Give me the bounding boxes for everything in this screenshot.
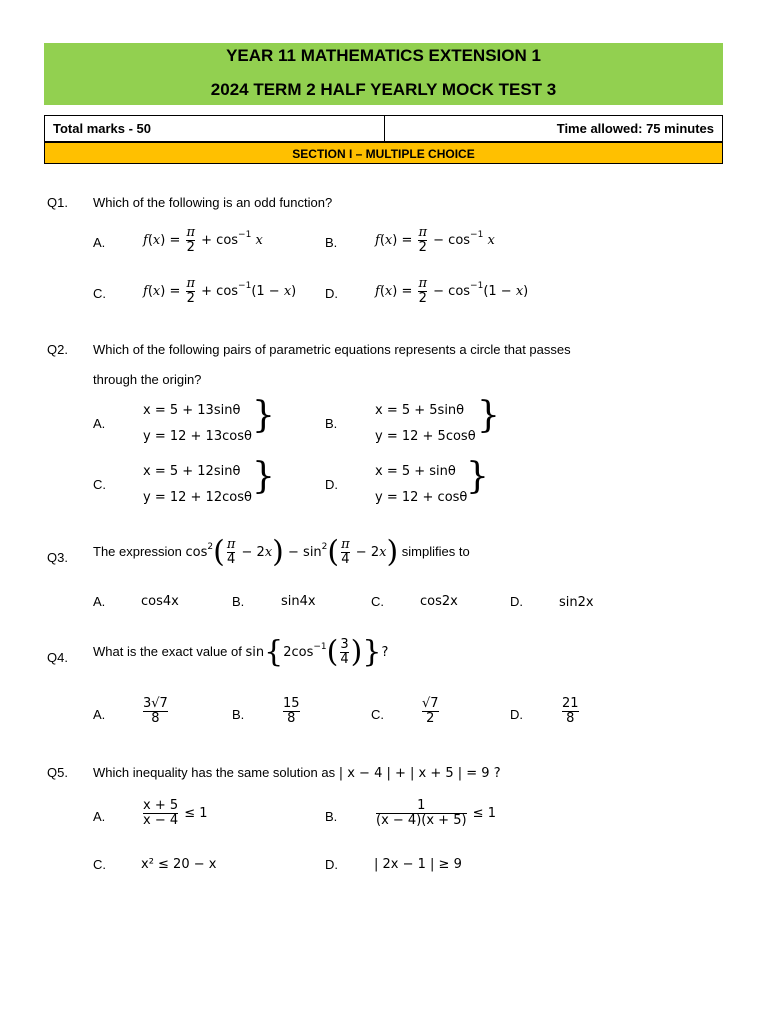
option-y-equation: y = 12 + 13cosθ bbox=[143, 429, 252, 444]
option-label: D. bbox=[510, 594, 523, 609]
question-number: Q4. bbox=[47, 650, 68, 665]
option-label: A. bbox=[93, 235, 106, 250]
option-label: C. bbox=[371, 594, 384, 609]
info-divider bbox=[384, 116, 385, 141]
exam-title: YEAR 11 MATHEMATICS EXTENSION 1 bbox=[226, 46, 541, 65]
option-label: D. bbox=[325, 477, 338, 492]
option-expression: f(x) = $\frac{\pi}{2}$ − $\cos^{-1}(1 - x)$ bbox=[375, 276, 529, 306]
fraction-denominator: 8 bbox=[283, 711, 300, 726]
question-text: The expression $\cos^2$( $\frac{\pi}{4}$ − $2x) - \sin^2$( $\frac{\pi}{4}$ − 2x) simplifies to bbox=[93, 534, 470, 570]
question-text-before: The expression bbox=[93, 544, 182, 559]
option-y-equation: y = 12 + cosθ bbox=[375, 490, 468, 505]
option-label: D. bbox=[325, 286, 338, 301]
option-expression: cos4x bbox=[141, 594, 179, 609]
right-brace-icon: } bbox=[466, 456, 489, 497]
option-fraction bbox=[281, 697, 302, 726]
option-label: D. bbox=[510, 707, 523, 722]
inequality-rhs: ≤ 1 bbox=[472, 806, 496, 821]
option-label: C. bbox=[93, 286, 106, 301]
option-label: C. bbox=[93, 857, 106, 872]
option-x-equation: x = 5 + 13sinθ bbox=[143, 403, 241, 418]
option-expression: x² ≤ 20 − x bbox=[141, 857, 217, 872]
option-label: C. bbox=[93, 477, 106, 492]
question-number: Q1. bbox=[47, 195, 68, 210]
question-expression: | x − 4 | + | x + 5 | = 9 ? bbox=[338, 766, 501, 781]
question-text-continued: through the origin? bbox=[93, 372, 202, 387]
question-text: Which of the following pairs of parametric equations represents a circle that passes bbox=[93, 342, 571, 357]
option-x-equation: x = 5 + 12sinθ bbox=[143, 464, 241, 479]
option-expression: f(x) = $\frac{\pi}{2}$ + $\cos^{-1}(1 - x)$ bbox=[143, 276, 297, 306]
option-x-equation: x = 5 + 5sinθ bbox=[375, 403, 465, 418]
question-text-before: Which inequality has the same solution as bbox=[93, 765, 336, 780]
option-label: A. bbox=[93, 707, 106, 722]
fraction-numerator: √7 bbox=[422, 696, 439, 711]
option-fraction bbox=[560, 697, 581, 726]
option-y-equation: y = 12 + 12cosθ bbox=[143, 490, 252, 505]
right-brace-icon: } bbox=[252, 395, 275, 436]
fraction-numerator: 21 bbox=[562, 696, 579, 711]
section-title: SECTION I – MULTIPLE CHOICE bbox=[292, 147, 475, 161]
option-expression: sin2x bbox=[559, 595, 594, 610]
option-label: B. bbox=[232, 707, 245, 722]
option-label: C. bbox=[371, 707, 384, 722]
option-label: B. bbox=[325, 416, 338, 431]
fraction-numerator: x + 5 bbox=[143, 798, 179, 813]
option-expression bbox=[141, 799, 208, 828]
option-expression: f(x) = $\frac{\pi}{2}$ + $\cos^{-1} x$ bbox=[143, 225, 263, 255]
time-allowed: Time allowed: 75 minutes bbox=[556, 121, 714, 136]
option-label: B. bbox=[325, 235, 338, 250]
option-label: D. bbox=[325, 857, 338, 872]
inequality-rhs: ≤ 1 bbox=[184, 806, 208, 821]
question-text: What is the exact value of $\sin\{2\cos^{-1}$( $\frac{3}{4}$ )}? bbox=[93, 634, 389, 670]
fraction-denominator: x − 4 bbox=[143, 813, 179, 828]
total-marks: Total marks - 50 bbox=[53, 121, 152, 136]
option-fraction bbox=[420, 697, 441, 726]
exam-subtitle: 2024 TERM 2 HALF YEARLY MOCK TEST 3 bbox=[210, 80, 557, 99]
option-expression: | 2x − 1 | ≥ 9 bbox=[374, 857, 462, 872]
option-label: A. bbox=[93, 416, 106, 431]
right-brace-icon: } bbox=[477, 395, 500, 436]
option-expression: f(x) = $\frac{\pi}{2}$ − $\cos^{-1} x$ bbox=[375, 225, 495, 255]
section-header bbox=[44, 142, 723, 164]
option-label: A. bbox=[93, 809, 106, 824]
fraction-numerator: 3√7 bbox=[143, 696, 168, 711]
title-banner bbox=[44, 43, 723, 105]
question-text-after: simplifies to bbox=[401, 544, 470, 559]
option-y-equation: y = 12 + 5cosθ bbox=[375, 429, 476, 444]
right-brace-icon: } bbox=[252, 456, 275, 497]
fraction-numerator: 1 bbox=[417, 798, 426, 813]
question-text bbox=[93, 765, 501, 781]
fraction-numerator: 15 bbox=[283, 696, 300, 711]
option-expression: sin4x bbox=[281, 594, 316, 609]
question-number: Q3. bbox=[47, 550, 68, 565]
question-text-before: What is the exact value of bbox=[93, 644, 242, 659]
fraction-denominator: (x − 4)(x + 5) bbox=[376, 813, 467, 828]
fraction-denominator: 2 bbox=[422, 711, 439, 726]
fraction-denominator: 8 bbox=[562, 711, 579, 726]
option-x-equation: x = 5 + sinθ bbox=[375, 464, 456, 479]
option-expression: cos2x bbox=[420, 594, 458, 609]
question-number: Q5. bbox=[47, 765, 68, 780]
exam-info-bar bbox=[44, 115, 723, 142]
question-number: Q2. bbox=[47, 342, 68, 357]
option-label: B. bbox=[325, 809, 338, 824]
option-label: A. bbox=[93, 594, 106, 609]
option-label: B. bbox=[232, 594, 245, 609]
fraction-denominator: 8 bbox=[143, 711, 168, 726]
option-fraction bbox=[141, 697, 170, 726]
question-text: Which of the following is an odd function? bbox=[93, 195, 333, 210]
option-expression bbox=[374, 799, 496, 828]
